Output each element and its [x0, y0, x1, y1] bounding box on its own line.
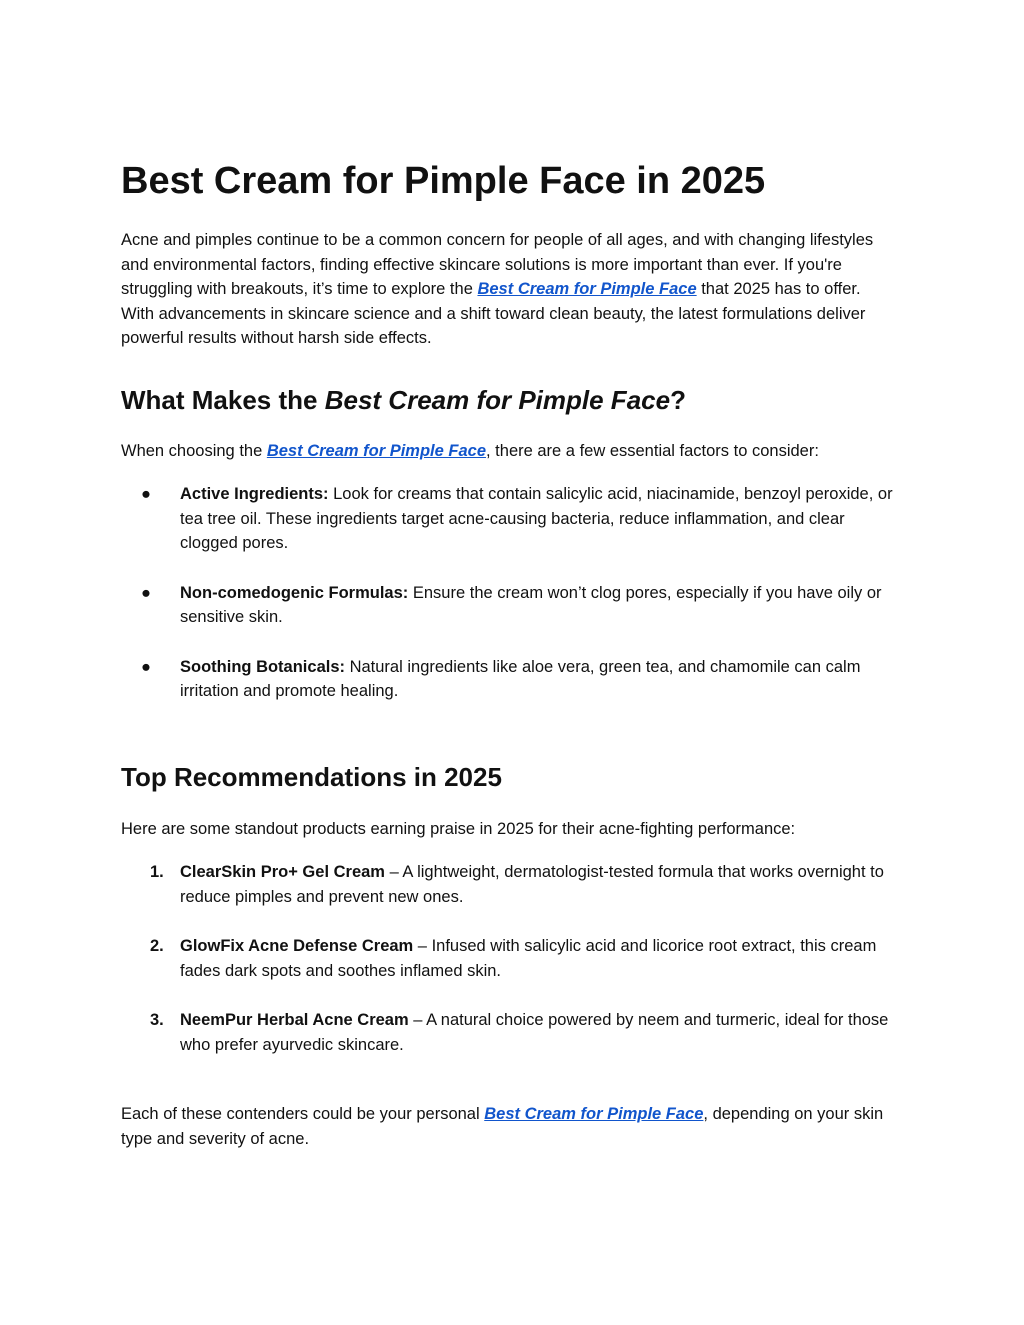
- factor-text: Natural ingredients like aloe vera, green tea, and chamomile can calm irritation and promote healing.: [180, 657, 861, 700]
- list-item: [121, 1008, 900, 1057]
- section-heading-what-makes: [121, 384, 686, 416]
- closing-text-end: , depending on your skin type and severity of acne.: [121, 1105, 884, 1148]
- intro-text-end: that 2025 has to offer. With advancements in skincare science and a shift toward clean beauty, the latest formulations deliver powerful results without harsh side effects.: [121, 280, 866, 347]
- section1-lead: [121, 439, 896, 464]
- lead-text-end: , there are a few essential factors to consider:: [486, 442, 819, 460]
- section2-lead: Here are some standout products earning praise in 2025 for their acne-fighting performance:: [121, 820, 796, 838]
- product-name: GlowFix Acne Defense Cream: [180, 937, 414, 955]
- heading-italic-text: Best Cream for Pimple Face: [324, 385, 671, 415]
- product-name: ClearSkin Pro+ Gel Cream: [180, 863, 385, 881]
- intro-text-start: Acne and pimples continue to be a common concern for people of all ages, and with changing lifestyles and environmental factors, finding effective skincare solutions is more important than ever. If you're struggling with breakouts, it’s time to explore the: [121, 231, 874, 298]
- closing-text-start: Each of these contenders could be your personal: [121, 1105, 485, 1123]
- list-item: [121, 934, 900, 983]
- bullet-icon: ●: [141, 485, 151, 503]
- list-item: [121, 581, 900, 630]
- best-cream-link[interactable]: Best Cream for Pimple Face: [477, 280, 697, 298]
- list-number: 1.: [150, 863, 164, 881]
- factor-label: Soothing Botanicals:: [180, 657, 345, 676]
- list-item: [121, 482, 900, 556]
- product-description: – Infused with salicylic acid and licorice root extract, this cream fades dark spots and soothes inflamed skin.: [180, 937, 877, 980]
- factor-label: Non-comedogenic Formulas:: [180, 583, 409, 602]
- product-name: NeemPur Herbal Acne Cream: [180, 1011, 409, 1029]
- page-title: Best Cream for Pimple Face in 2025: [121, 160, 766, 202]
- factor-text: Ensure the cream won’t clog pores, especially if you have oily or sensitive skin.: [180, 583, 882, 626]
- heading-text: What Makes the: [121, 385, 325, 415]
- bullet-icon: ●: [141, 583, 151, 602]
- list-number: 3.: [150, 1011, 164, 1029]
- product-description: – A lightweight, dermatologist-tested formula that works overnight to reduce pimples and prevent new ones.: [180, 863, 884, 906]
- section-heading-top-recommendations: Top Recommendations in 2025: [121, 762, 502, 792]
- closing-paragraph: [121, 1102, 896, 1151]
- best-cream-link[interactable]: Best Cream for Pimple Face: [266, 442, 487, 460]
- best-cream-link[interactable]: Best Cream for Pimple Face: [484, 1105, 704, 1123]
- list-number: 2.: [150, 937, 164, 955]
- intro-paragraph: [121, 228, 896, 351]
- heading-question-mark: ?: [670, 385, 686, 415]
- bullet-icon: ●: [141, 657, 151, 676]
- recommendations-list: [121, 860, 901, 1057]
- factor-label: Active Ingredients:: [180, 485, 329, 503]
- lead-text-start: When choosing the: [121, 442, 267, 460]
- list-item: [121, 860, 900, 909]
- factors-list: [121, 482, 901, 704]
- list-item: [121, 655, 900, 704]
- factor-text: Look for creams that contain salicylic acid, niacinamide, benzoyl peroxide, or tea tree oil. These ingredients target acne-causing bacteria, reduce inflammation, and clear clogged pores.: [180, 485, 893, 552]
- product-description: – A natural choice powered by neem and turmeric, ideal for those who prefer ayurvedic skincare.: [180, 1011, 889, 1054]
